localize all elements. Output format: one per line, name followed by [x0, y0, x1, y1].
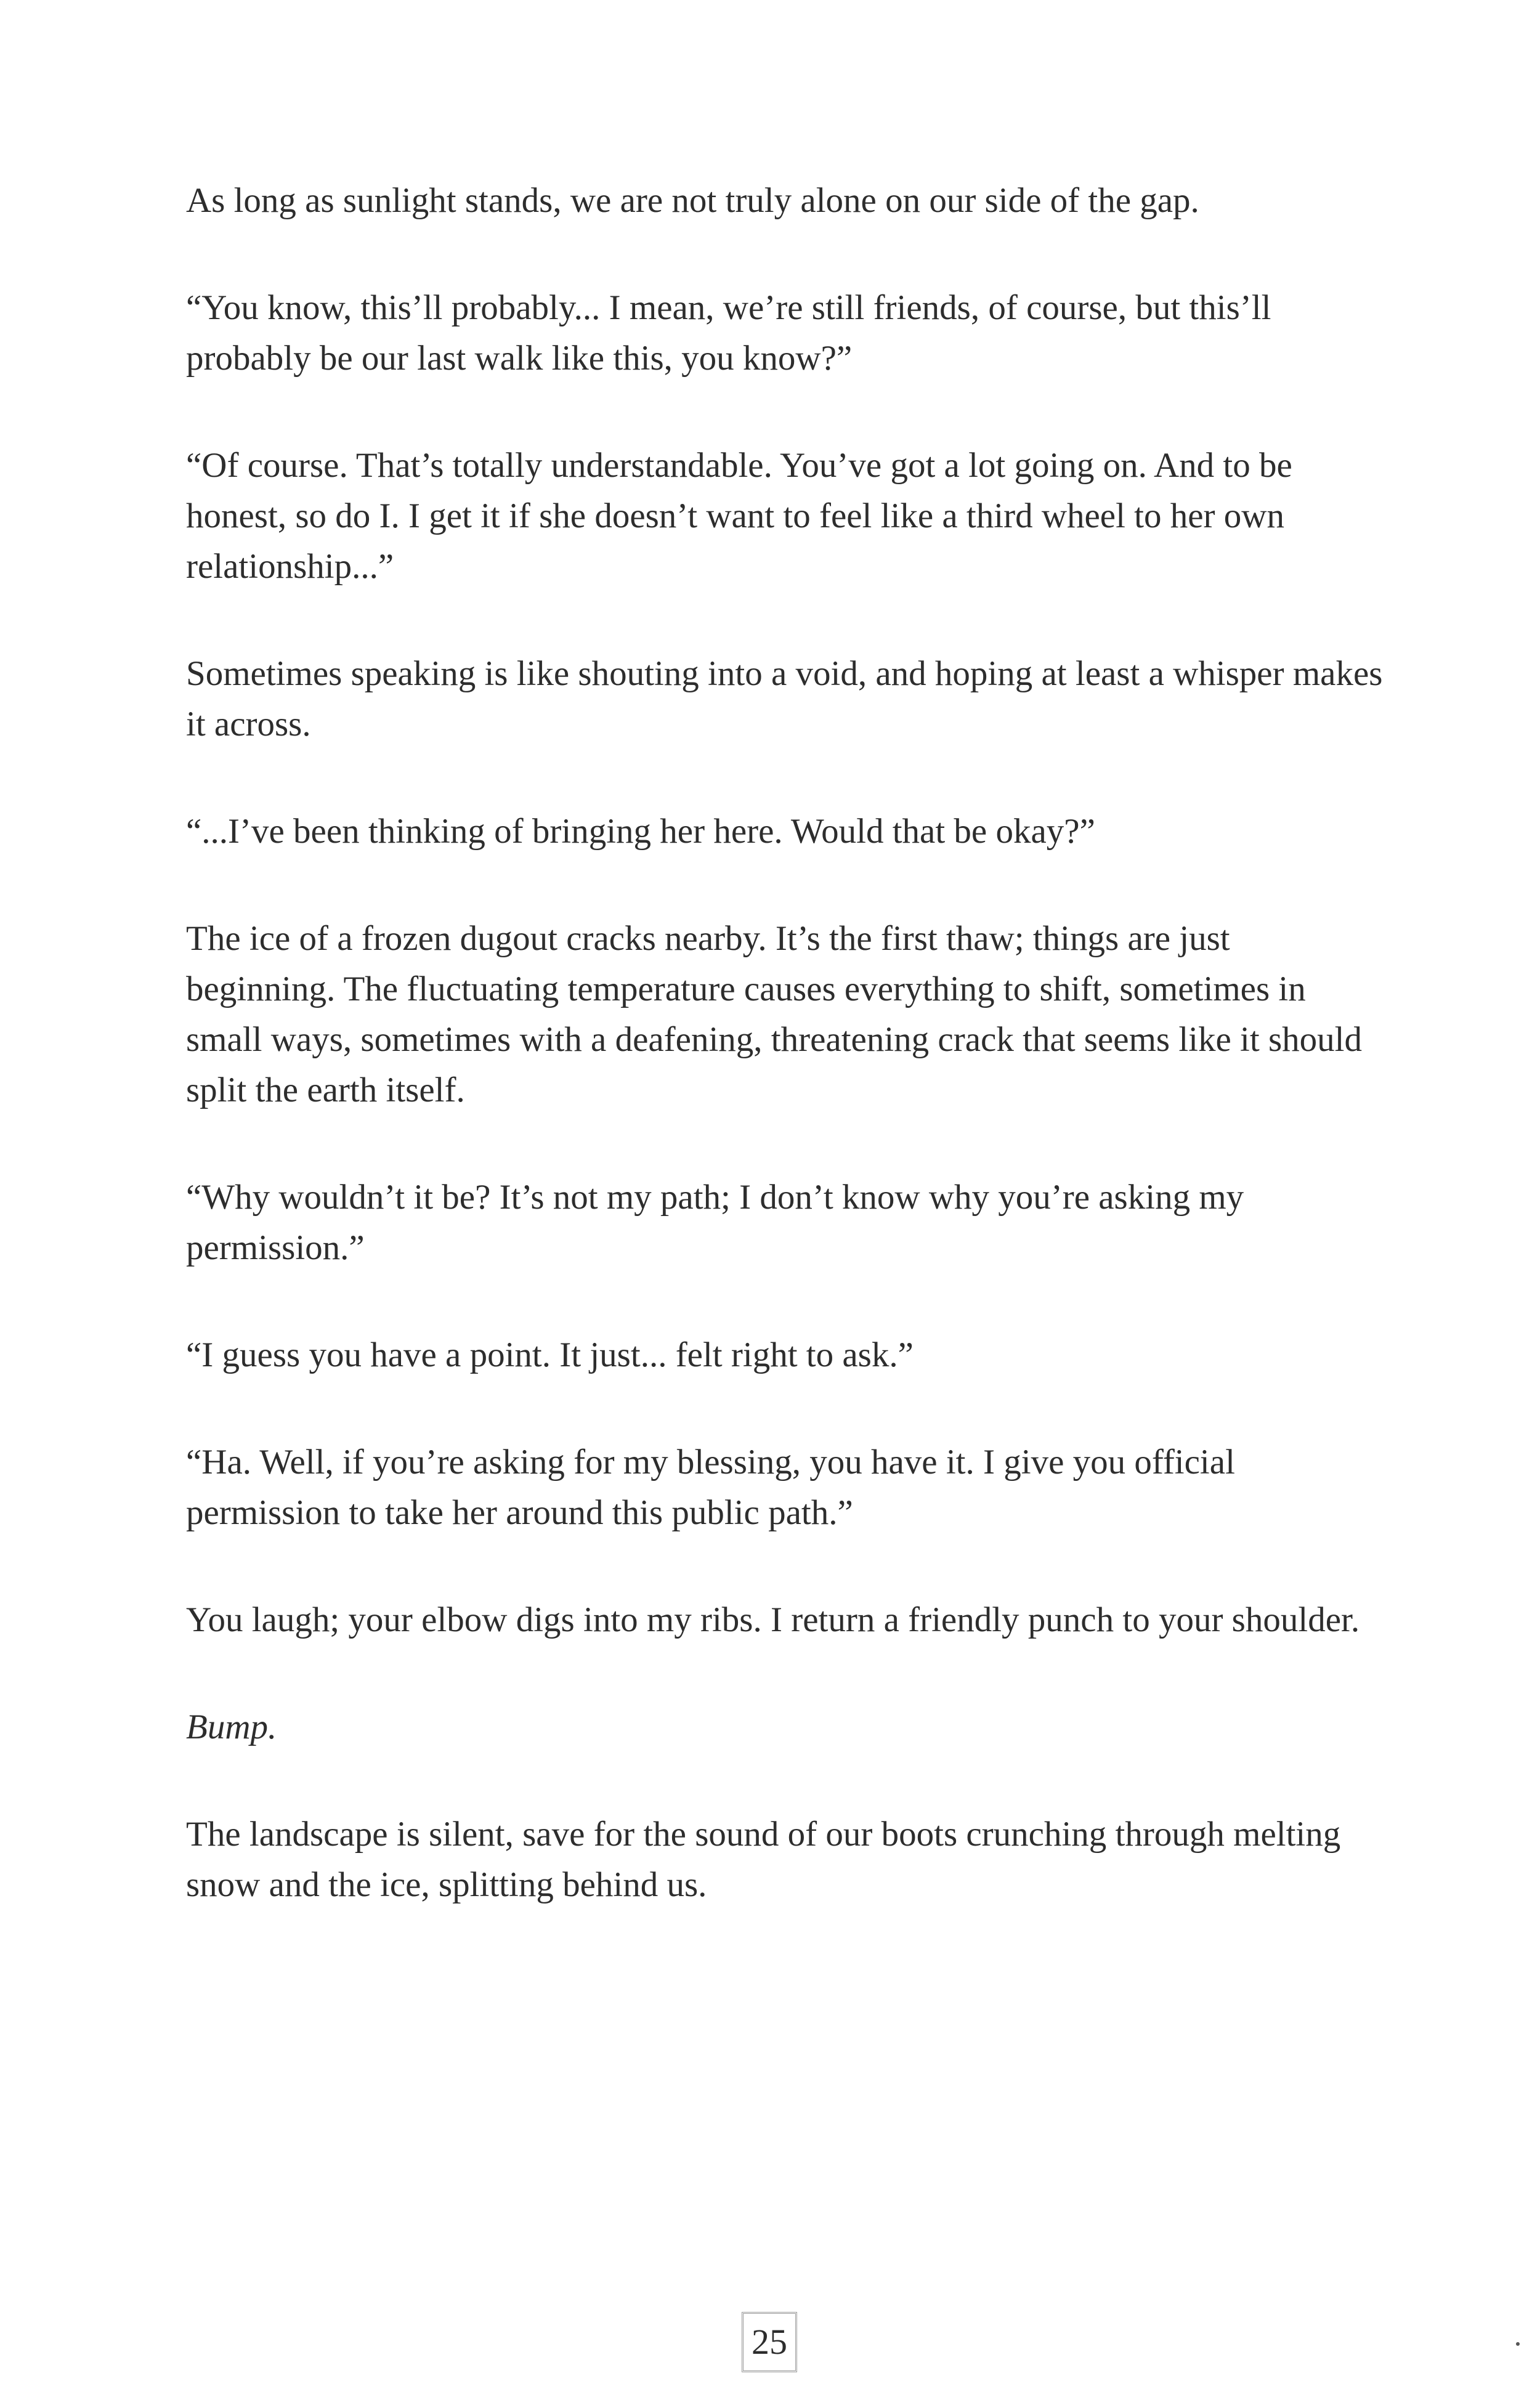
paragraph: The landscape is silent, save for the sound of our boots crunching through melting snow and the ice, splitting behind us. [186, 1815, 1341, 1904]
paragraph: “Of course. That’s totally understandable. You’ve got a lot going on. And to be honest, so do I. I get it if she doesn’t want to feel like a third wheel to her own relationship...” [186, 446, 1292, 586]
paragraph: “...I’ve been thinking of bringing her here. Would that be okay?” [186, 812, 1095, 851]
paragraph: Sometimes speaking is like shouting into a void, and hoping at least a whisper makes it across. [186, 654, 1383, 744]
paragraph: The ice of a frozen dugout cracks nearby. It’s the first thaw; things are just beginning. The fluctuating temperature causes everything to shift, sometimes in small ways, sometimes with a deafening, threatening crack that seems like it should split the earth itself. [186, 919, 1362, 1109]
page-number-box [742, 2312, 797, 2372]
paragraph: “Why wouldn’t it be? It’s not my path; I don’t know why you’re asking my permission.” [186, 1178, 1244, 1267]
paragraph: As long as sunlight stands, we are not truly alone on our side of the gap. [186, 181, 1199, 220]
paragraph: You laugh; your elbow digs into my ribs. I return a friendly punch to your shoulder. [186, 1600, 1360, 1639]
story-text [186, 176, 1387, 1967]
page-number: 25 [752, 2322, 787, 2362]
paragraph: “Ha. Well, if you’re asking for my blessing, you have it. I give you official permission to take her around this public path.” [186, 1443, 1235, 1532]
scan-speck [1516, 2342, 1520, 2346]
paragraph-italic: Bump. [186, 1708, 277, 1746]
paragraph: “I guess you have a point. It just... felt right to ask.” [186, 1336, 914, 1374]
paragraph: “You know, this’ll probably... I mean, we’re still friends, of course, but this’ll probably be our last walk like this, you know?” [186, 288, 1271, 378]
